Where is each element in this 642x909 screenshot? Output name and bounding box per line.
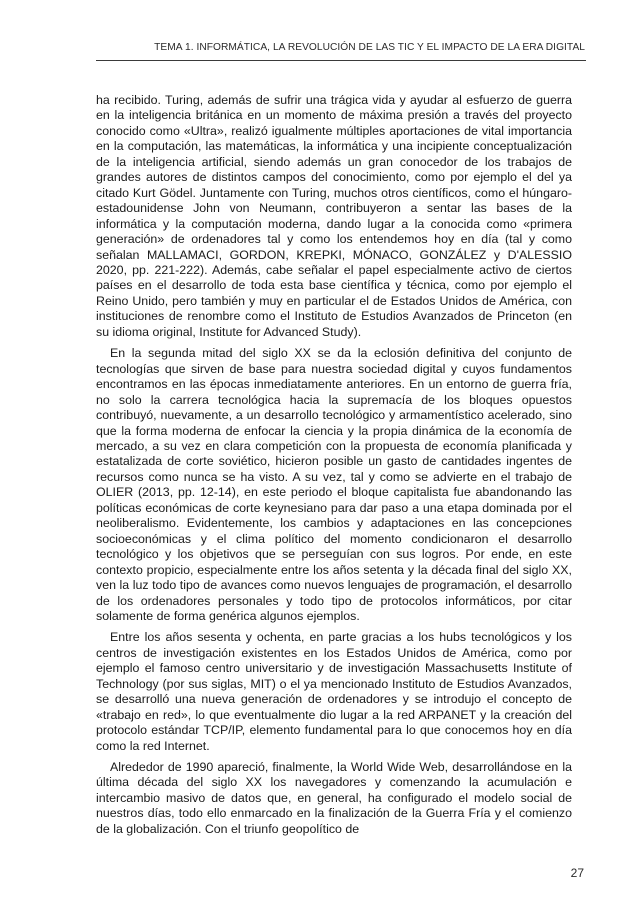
paragraph: Entre los años sesenta y ochenta, en parte gracias a los hubs tecnológicos y los centros de investigación existentes en los Estados Unidos de América, como por ejemplo el famoso centro universitario y de investigación Massachusetts Institute of Technology (por sus siglas, MIT) o el ya mencionado Instituto de Estudios Avanzados, se desarrolló una nueva generación de ordenadores y se introdujo el concepto de «trabajo en red», lo que eventualmente dio lugar a la red ARPANET y la creación del protocolo estándar TCP/IP, elemento fundamental para lo que conocemos hoy en día como la red Internet.	[96, 630, 572, 753]
paragraph: Alrededor de 1990 apareció, finalmente, la World Wide Web, desarrollándose en la última década del siglo XX los navegadores y comenzando la acumulación e intercambio masivo de datos que, en general, ha configurado el modelo social de nuestros días, todo ello enmarcado en la finalización de la Guerra Fría y el comienzo de la globalización. Con el triunfo geopolítico de	[96, 760, 572, 836]
running-header: TEMA 1. INFORMÁTICA, LA REVOLUCIÓN DE LAS TIC Y EL IMPACTO DE LA ERA DIGITAL	[154, 42, 585, 53]
paragraph: ha recibido. Turing, además de sufrir una trágica vida y ayudar al esfuerzo de guerra en la inteligencia británica en un momento de máxima presión a través del proyecto conocido como «Ultra», realizó igualmente múltiples aportaciones de vital importancia en la computación, las matemáticas, la informática y una incipiente conceptualización de la inteligencia artificial, siendo además un gran conocedor de los trabajos de grandes autores de distintos campos del conocimiento, como por ejemplo el del ya citado Kurt Gödel. Juntamente con Turing, muchos otros científicos, como el húngaro-estadounidense John von Neumann, contribuyeron a sentar las bases de la informática y la computación moderna, dando lugar a la conocida como «primera generación» de ordenadores tal y como los entendemos hoy en día (tal y como señalan MALLAMACI, GORDON, KREPKI, MÓNACO, GONZÁLEZ y D'ALESSIO 2020, pp. 221-222). Además, cabe señalar el papel especialmente activo de ciertos países en el desarrollo de toda esta base científica y técnica, como por ejemplo el Reino Unido, pero también y muy en particular el de Estados Unidos de América, con instituciones de renombre como el Instituto de Estudios Avanzados de Princeton (en su idioma original, Institute for Advanced Study).	[96, 93, 572, 339]
header-divider	[96, 60, 586, 61]
page-number: 27	[570, 866, 584, 880]
body-text	[96, 93, 572, 843]
paragraph: En la segunda mitad del siglo XX se da la eclosión definitiva del conjunto de tecnologías que sirven de base para nuestra sociedad digital y cuyos fundamentos encontramos en las épocas inmediatamente anteriores. En un entorno de guerra fría, no solo la carrera tecnológica hacia la supremacía de los bloques opuestos contribuyó, nuevamente, a un desarrollo tecnológico y armamentístico acelerado, sino que la forma moderna de enfocar la ciencia y la propia dinámica de la economía de mercado, a su vez en clara competición con la propuesta de economía planificada y estatalizada de corte soviético, hicieron posible un gasto de cantidades ingentes de recursos como nunca se ha visto. A su vez, tal y como se advierte en el trabajo de OLIER (2013, pp. 12-14), en este periodo el bloque capitalista fue abandonando las políticas económicas de corte keynesiano para dar paso a una etapa dominada por el neoliberalismo. Evidentemente, los cambios y adaptaciones en las concepciones socioeconómicas y el clima político del momento condicionaron el desarrollo tecnológico y los objetivos que se perseguían con sus logros. Por ende, en este contexto propicio, especialmente entre los años setenta y la década final del siglo XX, ven la luz todo tipo de avances como nuevos lenguajes de programación, el desarrollo de los ordenadores personales y todo tipo de protocolos informáticos, por citar solamente de forma genérica algunos ejemplos.	[96, 346, 572, 623]
